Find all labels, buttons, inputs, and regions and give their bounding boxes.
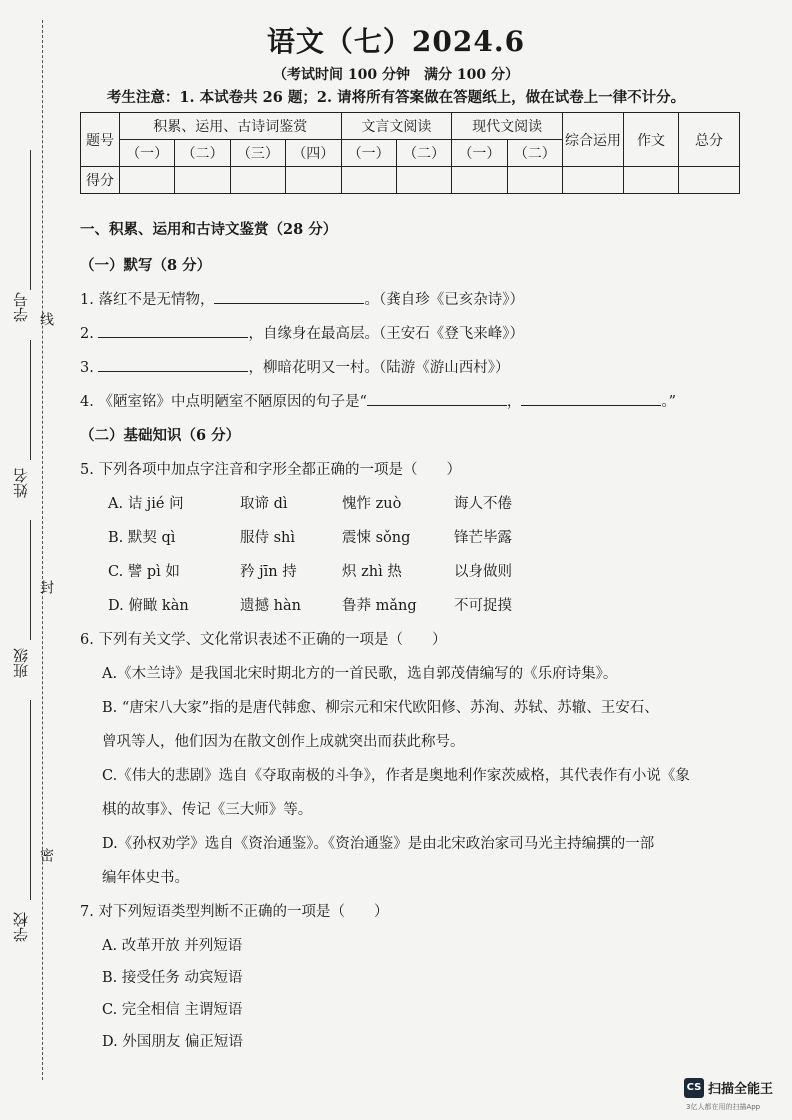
score-cell <box>679 167 740 194</box>
option-word: C. 譬 pì 如 <box>108 564 180 580</box>
group-total-header: 总分 <box>679 113 740 167</box>
part-heading: （二）基础知识（6 分） <box>80 427 241 444</box>
group-essay-header: 作文 <box>624 113 679 167</box>
question-4 <box>80 390 676 411</box>
question-number: 4. <box>80 394 94 410</box>
sub-header: （二） <box>396 140 451 167</box>
question-6-stem: 6. 下列有关文学、文化常识表述不正确的一项是（ ） <box>80 632 447 648</box>
sub-header: （二） <box>507 140 562 167</box>
class-label: 班级 <box>12 648 30 678</box>
group-comprehensive-header: 综合运用 <box>563 113 624 167</box>
sub-header: （一） <box>120 140 175 167</box>
answer-blank <box>98 323 248 338</box>
option-word: B. 默契 qì <box>108 530 176 546</box>
name-label: 姓名 <box>12 468 30 498</box>
option-word: 遗撼 hàn <box>240 598 301 614</box>
option-word: 锋芒毕露 <box>454 530 512 546</box>
option-word: 炽 zhì 热 <box>342 564 402 580</box>
score-cell <box>120 167 175 194</box>
score-cell <box>230 167 285 194</box>
score-table <box>80 112 740 194</box>
q-number-header: 题号 <box>81 113 120 167</box>
question-number: 2. <box>80 326 94 342</box>
section-heading: 一、积累、运用和古诗文鉴赏（28 分） <box>80 221 338 238</box>
option-word: 震悚 sǒng <box>342 530 411 546</box>
answer-blank <box>367 391 507 406</box>
question-7-option: B. 接受任务 动宾短语 <box>102 970 243 986</box>
seal-mark: 封 <box>38 580 54 594</box>
student-id-label: 学号 <box>12 292 30 322</box>
question-6-option-cont: 编年体史书。 <box>102 870 189 886</box>
part-heading: （一）默写（8 分） <box>80 257 212 274</box>
name-underline <box>30 340 31 460</box>
secret-mark: 密 <box>38 848 54 862</box>
score-cell <box>624 167 679 194</box>
school-underline <box>30 700 31 900</box>
option-word: 鲁莽 mǎng <box>342 598 417 614</box>
question-7-option: D. 外国朋友 偏正短语 <box>102 1034 243 1050</box>
group-modern-header: 现代文阅读 <box>452 113 563 140</box>
group-classical-header: 文言文阅读 <box>341 113 452 140</box>
question-6-option-cont: 曾巩等人，他们因为在散文创作上成就突出而获此称号。 <box>102 734 465 750</box>
question-1 <box>80 288 524 309</box>
option-word: 愧怍 zuò <box>342 496 402 512</box>
question-number: 3. <box>80 360 94 376</box>
question-text: 。” <box>661 394 677 410</box>
scanner-logo-icon: CS <box>684 1078 704 1098</box>
option-word: A. 诘 jié 问 <box>108 496 184 512</box>
score-cell <box>507 167 562 194</box>
exam-title: 语文（七）2024.6 <box>266 25 526 58</box>
exam-info: （考试时间 100 分钟 满分 100 分） <box>273 67 519 83</box>
scanner-tagline: 3亿人都在用的扫描App <box>686 1103 761 1111</box>
option-word: 不可捉摸 <box>454 598 512 614</box>
option-word: 矜 jīn 持 <box>240 564 297 580</box>
question-text: ，自缘身在最高层。（王安石《登飞来峰》） <box>248 326 524 342</box>
score-cell <box>341 167 396 194</box>
question-6-option: D.《孙权劝学》选自《资治通鉴》。《资治通鉴》是由北宋政治家司马光主持编撰的一部 <box>102 836 655 852</box>
question-number: 1. <box>80 292 94 308</box>
question-text: 《陋室铭》中点明陋室不陋原因的句子是“ <box>98 394 367 410</box>
sub-header: （四） <box>286 140 341 167</box>
answer-blank <box>521 391 661 406</box>
score-cell <box>452 167 507 194</box>
scanner-brand: 扫描全能王 <box>708 1082 774 1097</box>
sub-header: （一） <box>341 140 396 167</box>
sub-header: （一） <box>452 140 507 167</box>
answer-blank <box>214 289 364 304</box>
question-5-stem: 5. 下列各项中加点字注音和字形全都正确的一项是（ ） <box>80 462 461 478</box>
sub-header: （二） <box>175 140 230 167</box>
question-3 <box>80 356 509 377</box>
question-7-option: A. 改革开放 并列短语 <box>102 938 243 954</box>
option-word: D. 俯瞰 kàn <box>108 598 189 614</box>
score-cell <box>175 167 230 194</box>
question-6-option-cont: 棋的故事》、传记《三大师》等。 <box>102 802 313 818</box>
group-accumulation-header: 积累、运用、古诗词鉴赏 <box>120 113 342 140</box>
question-7-stem: 7. 对下列短语类型判断不正确的一项是（ ） <box>80 904 389 920</box>
question-6-option: A.《木兰诗》是我国北宋时期北方的一首民歌，选自郭茂倩编写的《乐府诗集》。 <box>102 666 618 682</box>
line-mark: 线 <box>38 312 54 326</box>
option-word: 以身做则 <box>454 564 512 580</box>
option-word: 诲人不倦 <box>454 496 512 512</box>
student-id-underline <box>30 150 31 290</box>
option-word: 取谛 dì <box>240 496 288 512</box>
school-label: 学校 <box>12 912 30 942</box>
score-cell <box>396 167 451 194</box>
question-text: ，柳暗花明又一村。（陆游《游山西村》） <box>248 360 510 376</box>
question-6-option: B. “唐宋八大家”指的是唐代韩愈、柳宗元和宋代欧阳修、苏洵、苏轼、苏辙、王安石、 <box>102 700 659 716</box>
question-6-option: C.《伟大的悲剧》选自《夺取南极的斗争》，作者是奥地利作家茨威格，其代表作有小说《象 <box>102 768 690 784</box>
question-text: 落红不是无情物， <box>98 292 215 308</box>
score-cell <box>286 167 341 194</box>
exam-notice: 考生注意：1. 本试卷共 26 题；2. 请将所有答案做在答题纸上，做在试卷上一律不计分。 <box>106 89 686 106</box>
class-underline <box>30 520 31 640</box>
score-cell <box>563 167 624 194</box>
sub-header: （三） <box>230 140 285 167</box>
question-text: ， <box>506 394 522 410</box>
answer-blank <box>98 357 248 372</box>
score-row-label: 得分 <box>81 167 120 194</box>
question-text: 。（龚自珍《已亥杂诗》） <box>364 292 524 308</box>
option-word: 服侍 shì <box>240 530 296 546</box>
binding-dashed-line <box>42 20 43 1080</box>
question-2 <box>80 322 524 343</box>
question-7-option: C. 完全相信 主谓短语 <box>102 1002 243 1018</box>
